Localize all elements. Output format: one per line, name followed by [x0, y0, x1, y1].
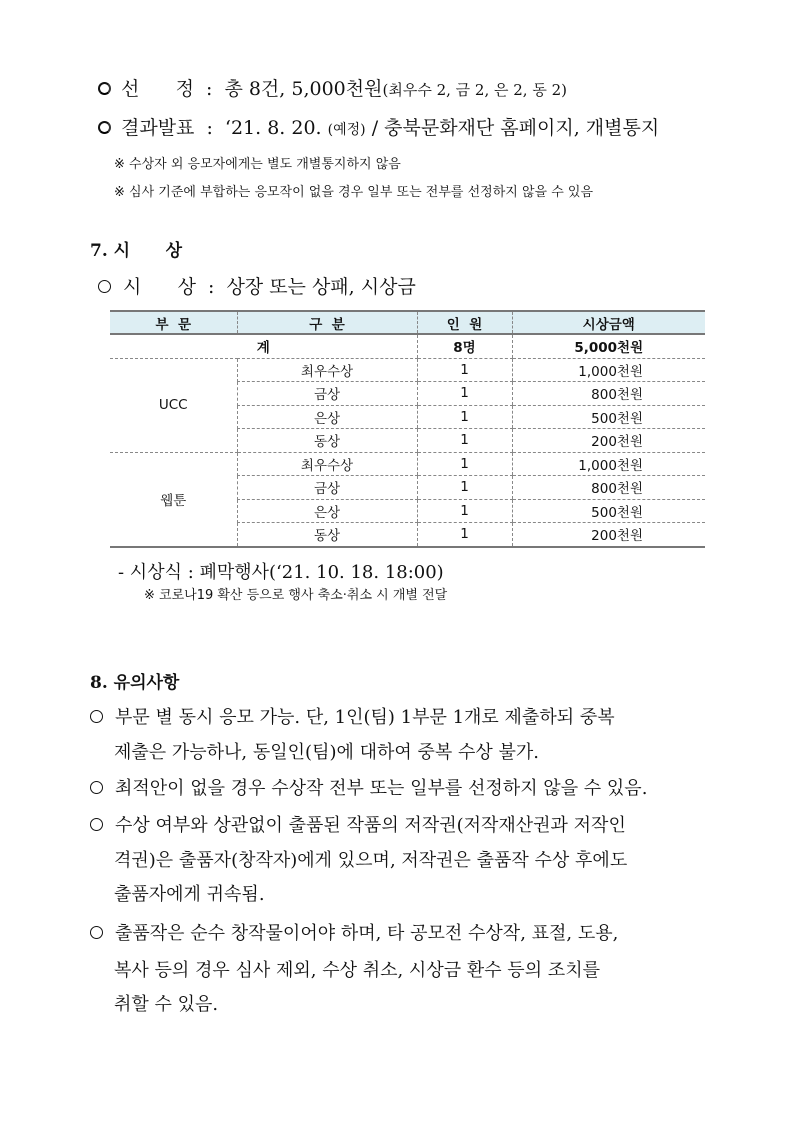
award-line	[98, 272, 416, 299]
award-type: 은상	[237, 405, 417, 429]
section7-title: 7. 시 상	[90, 241, 183, 261]
announce-detail: (예정)	[327, 122, 366, 138]
caution-4-line-3: 취할 수 있음.	[114, 994, 219, 1015]
selection-sep: :	[206, 78, 213, 100]
caution-4-line-2: 복사 등의 경우 심사 제외, 수상 취소, 시상금 환수 등의 조치를	[114, 960, 600, 981]
award-type: 동상	[237, 429, 417, 453]
award-amount: 800천원	[512, 476, 705, 500]
header-count: 인 원	[417, 311, 512, 334]
award-amount: 1,000천원	[512, 452, 705, 476]
header-amount: 시상금액	[512, 311, 705, 334]
circle-bullet-icon	[90, 710, 103, 723]
selection-line	[98, 74, 567, 101]
caution-3-line-2: 격권)은 출품자(창작자)에게 있으며, 저작권은 출품작 수상 후에도	[114, 850, 628, 871]
circle-bullet-icon	[98, 121, 111, 134]
award-type: 최우수상	[237, 358, 417, 382]
selection-label: 선 정	[121, 78, 194, 100]
circle-bullet-icon	[90, 781, 103, 794]
total-label: 계	[110, 334, 417, 358]
award-type: 금상	[237, 476, 417, 500]
ceremony-line: - 시상식 : 폐막행사(‘21. 10. 18. 18:00)	[118, 562, 444, 583]
header-type: 구 분	[237, 311, 417, 334]
selection-text: 총 8건, 5,000천원	[224, 78, 383, 100]
announce-rest: / 충북문화재단 홈페이지, 개별통지	[371, 117, 660, 139]
award-text: 상장 또는 상패, 시상금	[226, 276, 416, 298]
award-count: 1	[417, 476, 512, 500]
award-amount: 200천원	[512, 429, 705, 453]
award-sep: :	[208, 276, 215, 298]
circle-bullet-icon	[98, 82, 111, 95]
circle-bullet-icon	[90, 818, 103, 831]
award-label: 시 상	[123, 276, 196, 298]
award-count: 1	[417, 452, 512, 476]
award-amount: 200천원	[512, 523, 705, 547]
announce-sep: :	[206, 117, 213, 139]
caution-3-line-3: 출품자에게 귀속됨.	[114, 884, 265, 905]
total-amount: 5,000천원	[512, 334, 705, 358]
announce-line	[98, 113, 659, 140]
table-row	[110, 358, 705, 382]
award-amount: 1,000천원	[512, 358, 705, 382]
award-count: 1	[417, 358, 512, 382]
category-webtoon: 웹툰	[160, 493, 187, 509]
award-type: 은상	[237, 499, 417, 523]
award-count: 1	[417, 429, 512, 453]
total-row	[110, 334, 705, 358]
note-2: ※ 심사 기준에 부합하는 응모작이 없을 경우 일부 또는 전부를 선정하지 않을 수 있음	[114, 185, 594, 200]
award-amount: 500천원	[512, 405, 705, 429]
caution-item-3	[90, 811, 626, 837]
section8-title: 8. 유의사항	[90, 673, 180, 693]
award-count: 1	[417, 523, 512, 547]
header-category: 부 문	[110, 311, 237, 334]
award-count: 1	[417, 382, 512, 406]
prize-table	[110, 310, 705, 548]
award-count: 1	[417, 499, 512, 523]
award-amount: 500천원	[512, 499, 705, 523]
note-1: ※ 수상자 외 응모자에게는 별도 개별통지하지 않음	[114, 157, 401, 172]
caution-2-line-1: 최적안이 없을 경우 수상작 전부 또는 일부를 선정하지 않을 수 있음.	[115, 778, 648, 799]
caution-item-1	[90, 703, 615, 729]
award-count: 1	[417, 405, 512, 429]
caution-item-4	[90, 919, 618, 945]
circle-bullet-icon	[98, 280, 111, 293]
caution-4-line-1: 출품작은 순수 창작물이어야 하며, 타 공모전 수상작, 표절, 도용,	[115, 923, 619, 944]
table-row	[110, 452, 705, 476]
total-count: 8명	[417, 334, 512, 358]
award-type: 동상	[237, 523, 417, 547]
caution-1-line-1: 부문 별 동시 응모 가능. 단, 1인(팀) 1부문 1개로 제출하되 중복	[115, 707, 615, 728]
award-type: 금상	[237, 382, 417, 406]
selection-detail: (최우수 2, 금 2, 은 2, 동 2)	[382, 81, 567, 99]
caution-1-line-2: 제출은 가능하나, 동일인(팀)에 대하여 중복 수상 불가.	[114, 742, 539, 763]
award-type: 최우수상	[237, 452, 417, 476]
caution-3-line-1: 수상 여부와 상관없이 출품된 작품의 저작권(저작재산권과 저작인	[115, 815, 626, 836]
caution-item-2	[90, 774, 647, 800]
announce-date: ‘21. 8. 20.	[224, 117, 322, 139]
ceremony-note: ※ 코로나19 확산 등으로 행사 축소·취소 시 개별 전달	[144, 588, 448, 603]
category-ucc: UCC	[110, 358, 237, 452]
circle-bullet-icon	[90, 926, 103, 939]
table-header-row	[110, 311, 705, 334]
award-amount: 800천원	[512, 382, 705, 406]
announce-label: 결과발표	[121, 117, 195, 139]
